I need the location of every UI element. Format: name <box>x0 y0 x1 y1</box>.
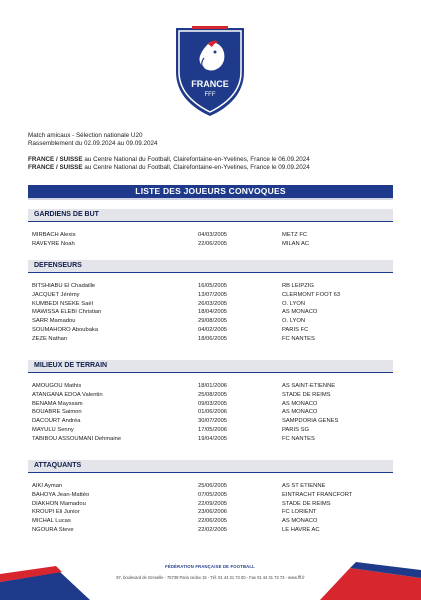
player-row <box>28 417 393 426</box>
player-club: MILAN AC <box>282 240 310 247</box>
team-label: U20 <box>200 98 219 108</box>
player-club: PARIS SG <box>282 426 309 433</box>
meta-line-1: Match amicaux - Sélection nationale U20 <box>28 132 143 139</box>
player-club: STADE DE REIMS <box>282 391 331 398</box>
player-club: EINTRACHT FRANCFORT <box>282 491 353 498</box>
venue-lines <box>28 156 310 172</box>
venue-teams: FRANCE / SUISSE <box>28 156 83 163</box>
player-row <box>28 291 393 300</box>
player-birthdate: 04/03/2005 <box>198 232 228 238</box>
player-club: FC LORIENT <box>282 509 317 516</box>
player-row <box>28 491 393 500</box>
player-name: JACQUET Jérémy <box>32 291 80 298</box>
player-name: DACOURT Andréa <box>32 418 81 425</box>
player-name: SARR Mamadou <box>32 318 76 325</box>
player-list <box>28 231 393 249</box>
player-list <box>28 482 393 535</box>
player-name: NGOURA Steve <box>32 526 74 533</box>
player-row <box>28 526 393 535</box>
footer-organization: FÉDÉRATION FRANÇAISE DE FOOTBALL <box>165 564 255 569</box>
player-birthdate: 18/06/2005 <box>198 335 228 342</box>
player-row <box>28 231 393 240</box>
player-club: AS MONACO <box>282 400 318 407</box>
player-row <box>28 335 393 344</box>
player-name: MICHAL Lucas <box>32 518 71 525</box>
player-birthdate: 17/05/2006 <box>198 426 228 433</box>
player-name: MAYULU Senny <box>32 426 74 433</box>
section-goalkeepers <box>28 209 393 249</box>
player-row <box>28 326 393 335</box>
player-name: MAWISSA ELEBI Christian <box>32 309 102 316</box>
player-name: MIRBACH Alexis <box>32 232 76 238</box>
player-birthdate: 26/03/2005 <box>198 300 228 307</box>
section-heading: DEFENSEURS <box>28 260 393 273</box>
venue-text: au Centre National du Football, Clairefontaine-en-Yvelines, France le 06.09.2024 <box>82 156 310 163</box>
player-name: BAHOYA Jean-Mattéo <box>32 491 90 498</box>
player-birthdate: 22/06/2005 <box>198 240 228 247</box>
player-club: FC NANTES <box>282 335 315 342</box>
venue-line <box>28 156 310 164</box>
player-row <box>28 435 393 444</box>
player-row <box>28 300 393 309</box>
player-club: AS MONACO <box>282 409 318 416</box>
player-row <box>28 391 393 400</box>
player-birthdate: 16/05/2005 <box>198 283 228 289</box>
venue-line <box>28 164 310 172</box>
player-row <box>28 382 393 391</box>
player-row <box>28 282 393 291</box>
player-list <box>28 282 393 344</box>
player-birthdate: 18/01/2006 <box>198 383 228 389</box>
player-club: RB LEIPZIG <box>282 283 314 289</box>
player-birthdate: 25/08/2005 <box>198 391 228 398</box>
section-heading: GARDIENS DE BUT <box>28 209 393 222</box>
player-name: BITSHIABU El Chadaille <box>32 283 96 289</box>
player-club: METZ FC <box>282 232 308 238</box>
venue-teams: FRANCE / SUISSE <box>28 164 83 171</box>
player-club: AS ST ETIENNE <box>282 483 326 489</box>
player-club: AS MONACO <box>282 309 318 316</box>
player-name: AMOUGOU Mathis <box>32 383 82 389</box>
player-row <box>28 426 393 435</box>
list-title: LISTE DES JOUEURS CONVOQUES <box>135 186 286 196</box>
logo-fff-text: FFF <box>204 92 216 98</box>
meta-block <box>28 132 158 148</box>
player-row <box>28 317 393 326</box>
logo-france-text: FRANCE <box>191 79 229 89</box>
player-name: KUMBEDI NSEKE Saël <box>32 300 93 307</box>
player-list <box>28 382 393 444</box>
player-name: BENAMA Mayssam <box>32 400 83 407</box>
player-birthdate: 07/05/2005 <box>198 491 228 498</box>
player-name: ATANGANA EDOA Valentin <box>32 391 103 398</box>
player-club: STADE DE REIMS <box>282 500 331 507</box>
section-heading: MILIEUX DE TERRAIN <box>28 360 393 373</box>
player-name: DIAKHON Mamadou <box>32 500 86 507</box>
player-name: KROUPI Eli Junior <box>32 509 80 516</box>
player-row <box>28 500 393 509</box>
section-heading: ATTAQUANTS <box>28 460 393 473</box>
player-club: CLERMONT FOOT 63 <box>282 291 341 298</box>
player-club: SAMPDORIA GENES <box>282 418 339 425</box>
player-birthdate: 13/07/2005 <box>198 291 228 298</box>
player-birthdate: 18/04/2005 <box>198 309 228 316</box>
player-name: AIKI Ayman <box>32 483 63 489</box>
player-row <box>28 308 393 317</box>
section-attackers <box>28 460 393 535</box>
player-birthdate: 23/06/2006 <box>198 509 228 516</box>
player-club: AS MONACO <box>282 518 318 525</box>
player-club: PARIS FC <box>282 326 309 333</box>
player-name: TABIBOU ASSOUMANI Dehmaine <box>32 435 122 442</box>
player-birthdate: 25/06/2005 <box>198 483 228 489</box>
player-row <box>28 508 393 517</box>
player-row <box>28 482 393 491</box>
section-midfielders <box>28 360 393 444</box>
footer-address: 87, boulevard de Grenelle - 75738 Paris cedex 15 - Tél. 01 44 31 73 00 - Fax 01 44 31 73 73 - www.fff.fr <box>116 575 305 580</box>
player-birthdate: 04/02/2005 <box>198 326 228 333</box>
player-club: O. LYON <box>282 318 306 325</box>
meta-line-2: Rassemblement du 02.09.2024 au 09.09.2024 <box>28 140 158 147</box>
venue-text: au Centre National du Football, Clairefontaine-en-Yvelines, France le 09.09.2024 <box>82 164 310 171</box>
list-title-bar <box>28 185 393 198</box>
player-club: AS SAINT-ETIENNE <box>282 383 336 389</box>
player-name: BOUABRE Saimon <box>32 409 82 416</box>
player-name: SOUMAHORO Aboubaka <box>32 326 99 333</box>
player-club: O. LYON <box>282 300 306 307</box>
player-club: LE HAVRE AC <box>282 526 320 533</box>
player-birthdate: 22/06/2005 <box>198 518 228 525</box>
player-birthdate: 19/04/2005 <box>198 435 228 442</box>
player-name: ZEZE Nathan <box>32 335 68 342</box>
player-birthdate: 22/02/2005 <box>198 526 228 533</box>
player-row <box>28 408 393 417</box>
player-birthdate: 29/08/2005 <box>198 318 228 325</box>
player-birthdate: 30/07/2005 <box>198 418 228 425</box>
player-row <box>28 517 393 526</box>
section-defenders <box>28 260 393 344</box>
player-row <box>28 400 393 409</box>
player-birthdate: 22/09/2005 <box>198 500 228 507</box>
player-birthdate: 09/03/2005 <box>198 400 228 407</box>
player-row <box>28 240 393 249</box>
player-name: RAVEYRE Noah <box>32 240 75 247</box>
player-birthdate: 01/06/2006 <box>198 409 228 416</box>
fff-crest-logo <box>168 20 252 124</box>
player-club: FC NANTES <box>282 435 315 442</box>
